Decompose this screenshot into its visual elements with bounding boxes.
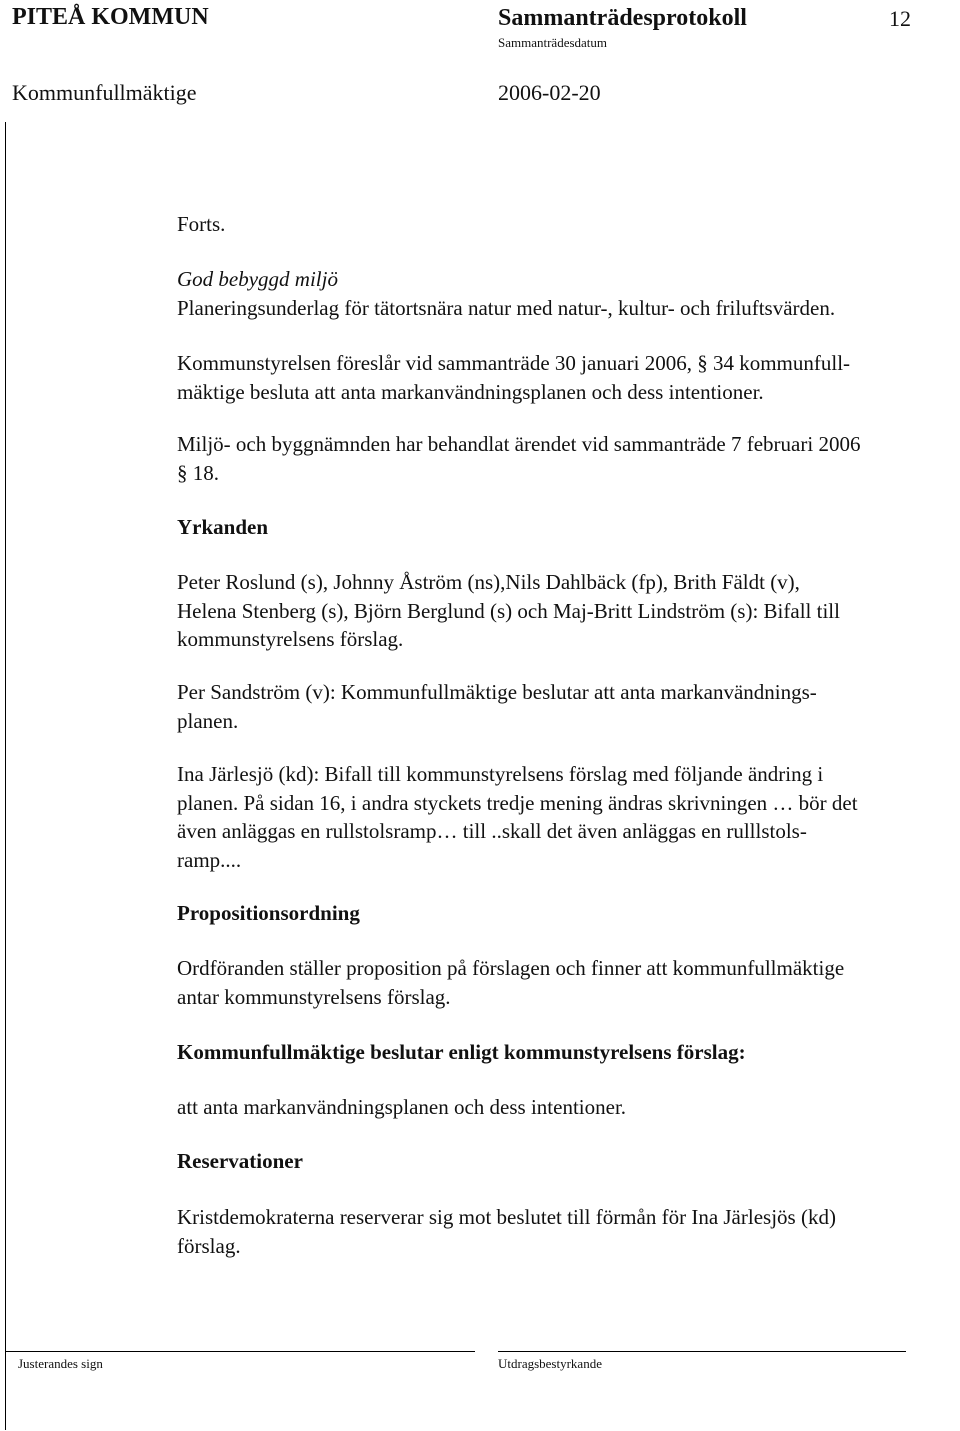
proposition-line-2: antar kommunstyrelsens förslag. [177,984,451,1009]
document-type: Sammanträdesprotokoll [498,5,747,31]
yrkande-1-line-2: Helena Stenberg (s), Björn Berglund (s) och Maj-Britt Lindström (s): Bifall till [177,598,840,623]
reservations-heading: Reservationer [177,1149,303,1173]
decision-text: att anta markanvändningsplanen och dess intentioner. [177,1095,627,1119]
yrkande-3-line-1: Ina Järlesjö (kd): Bifall till kommunstyrelsens förslag med följande ändring i [177,762,824,786]
yrkande-2 [177,678,960,735]
proposition-paragraph [177,954,960,1011]
proposition-line-1: Ordföranden ställer proposition på förslagen och finner att kommunfullmäktige [177,956,845,980]
ks-line-1: Kommunstyrelsen föreslår vid sammanträde 30 januari 2006, § 34 kommunfull- [177,351,851,375]
decision-heading: Kommunfullmäktige beslutar enligt kommunstyrelsens förslag: [177,1040,746,1064]
sign-label: Justerandes sign [18,1356,103,1371]
reservations-line-1: Kristdemokraterna reserverar sig mot beslutet till förmån för Ina Järlesjös (kd) [177,1205,836,1229]
reservations-line-2: förslag. [177,1233,241,1258]
org-name: PITEÅ KOMMUN [12,4,209,30]
yrkande-2-line-1: Per Sandström (v): Kommunfullmäktige beslutar att anta markanvändnings- [177,680,817,704]
footer-extract-rule [498,1351,906,1352]
assembly-name: Kommunfullmäktige [12,80,197,105]
footer-sign-rule [5,1351,475,1352]
reservations-paragraph [177,1203,960,1260]
date-label: Sammanträdesdatum [498,35,608,50]
left-margin-line [5,122,6,1430]
topic-subtitle: Planeringsunderlag för tätortsnära natur med natur-, kultur- och friluftsvärden. [177,295,836,320]
ks-line-2: mäktige besluta att anta markanvändningsplanen och dess intentioner. [177,379,764,404]
ks-paragraph [177,349,960,406]
yrkande-1 [177,568,960,654]
mb-paragraph [177,430,960,487]
yrkande-3-line-4: ramp.... [177,847,242,872]
extract-label: Utdragsbestyrkande [498,1356,602,1371]
yrkande-3 [177,760,960,874]
yrkande-3-line-3: även anläggas en rullstolsramp… till ..skall det även anläggas en rulllstols- [177,819,807,843]
forts-label: Forts. [177,212,226,236]
yrkande-1-line-1: Peter Roslund (s), Johnny Åström (ns),Nils Dahlbäck (fp), Brith Fäldt (v), [177,570,800,594]
meeting-date: 2006-02-20 [498,80,601,105]
page-number: 12 [889,6,911,31]
topic-title: God bebyggd miljö [177,267,338,291]
proposition-heading: Propositionsordning [177,901,360,925]
mb-line-2: § 18. [177,460,219,485]
yrkande-3-line-2: planen. På sidan 16, i andra styckets tredje mening ändras skrivningen … bör det [177,790,858,815]
topic-block [177,265,960,322]
yrkanden-heading: Yrkanden [177,515,269,539]
mb-line-1: Miljö- och byggnämnden har behandlat ärendet vid sammanträde 7 februari 2006 [177,432,861,456]
yrkande-1-line-3: kommunstyrelsens förslag. [177,627,404,651]
yrkande-2-line-2: planen. [177,708,239,733]
